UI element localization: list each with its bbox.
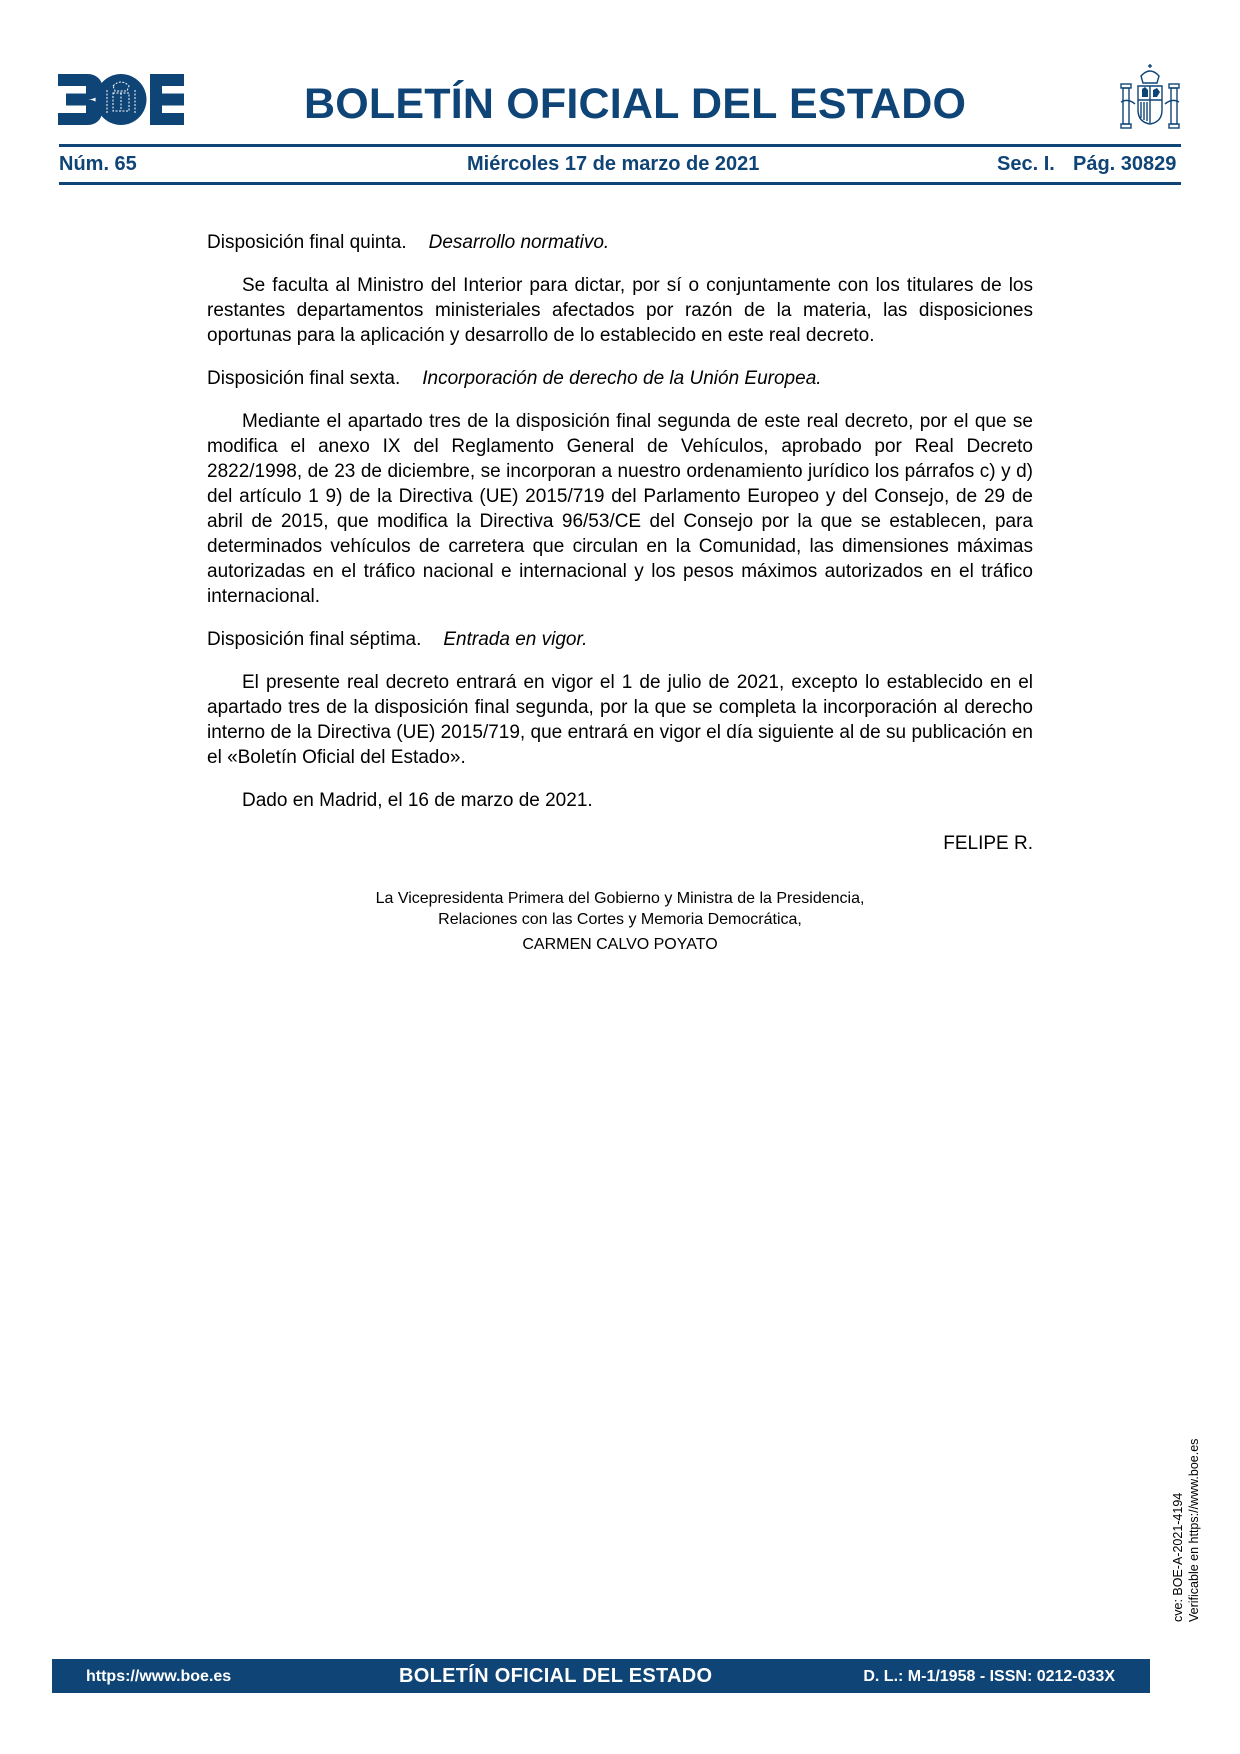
footer-url-link[interactable]: https://www.boe.es (86, 1668, 232, 1685)
given-in-line: Dado en Madrid, el 16 de marzo de 2021. (242, 790, 593, 811)
article-title: Disposición final quinta. (207, 232, 407, 253)
paragraph: El presente real decreto entrará en vigor el 1 de julio de 2021, excepto lo establecido en el apartado tres de la disposición final segunda, por la que se completa la incorporación al derecho interno de la Directiva (UE) 2015/719, que entrará en vigor el día siguiente al de su publicación en el «Boletín Oficial del Estado». (207, 672, 1033, 768)
section-label: Sec. I. (997, 153, 1055, 175)
footer-bar (52, 1659, 1150, 1693)
section-heading (207, 230, 1033, 255)
office-line-1: La Vicepresidenta Primera del Gobierno y Ministra de la Presidencia, (375, 890, 865, 907)
paragraph: Se faculta al Ministro del Interior para dictar, por sí o conjuntamente con los titulares de los restantes departamentos ministeriales afectados por razón de la materia, las disposiciones oportunas para la aplicación y desarrollo de lo establecido en este real decreto. (207, 275, 1033, 346)
issue-date: Miércoles 17 de marzo de 2021 (467, 153, 760, 175)
coat-of-arms-icon (1119, 62, 1181, 132)
page-number: Pág. 30829 (1073, 153, 1177, 175)
cve-code: cve: BOE-A-2021-4194 (1171, 1492, 1185, 1622)
article-title: Disposición final sexta. (207, 368, 401, 389)
issue-number: Núm. 65 (59, 153, 137, 175)
paragraph: Mediante el apartado tres de la disposición final segunda de este real decreto, por el que se modifica el anexo IX del Reglamento General de Vehículos, aprobado por Real Decreto 2822/1998, de 23 de diciembre, se incorporan a nuestro ordenamiento jurídico los párrafos c) y d) del artículo 1 9) de la Directiva (UE) 2015/719 del Parlamento Europeo y del Consejo, de 29 de abril de 2015, que modifica la Directiva 96/53/CE del Consejo por la que se establecen, para determinados vehículos de carretera que circulan en la Comunidad, las dimensiones máximas autorizadas en el tráfico nacional e internacional y los pesos máximos autorizados en el tráfico internacional. (207, 411, 1033, 607)
header-bottom-rule (59, 182, 1181, 185)
article-subtitle: Desarrollo normativo. (428, 232, 610, 253)
footer-legal-deposit: D. L.: M-1/1958 - ISSN: 0212-033X (863, 1668, 1115, 1685)
office-line-2: Relaciones con las Cortes y Memoria Democrática, (438, 911, 802, 928)
countersignature (300, 888, 940, 955)
boe-logo-icon (58, 74, 184, 125)
bulletin-title: BOLETÍN OFICIAL DEL ESTADO (304, 80, 967, 128)
article-subtitle: Entrada en vigor. (443, 629, 588, 650)
header-top-rule (59, 144, 1181, 147)
footer-title: BOLETÍN OFICIAL DEL ESTADO (399, 1665, 713, 1687)
article-subtitle: Incorporación de derecho de la Unión Europea. (422, 368, 822, 389)
document-body (207, 230, 1033, 856)
section-heading (207, 366, 1033, 391)
article-title: Disposición final séptima. (207, 629, 422, 650)
section-heading (207, 627, 1033, 652)
minister-name: CARMEN CALVO POYATO (522, 936, 718, 953)
king-signature: FELIPE R. (943, 833, 1033, 854)
verify-link[interactable]: Verificable en https://www.boe.es (1187, 1438, 1201, 1622)
verification-note (1170, 1439, 1202, 1622)
